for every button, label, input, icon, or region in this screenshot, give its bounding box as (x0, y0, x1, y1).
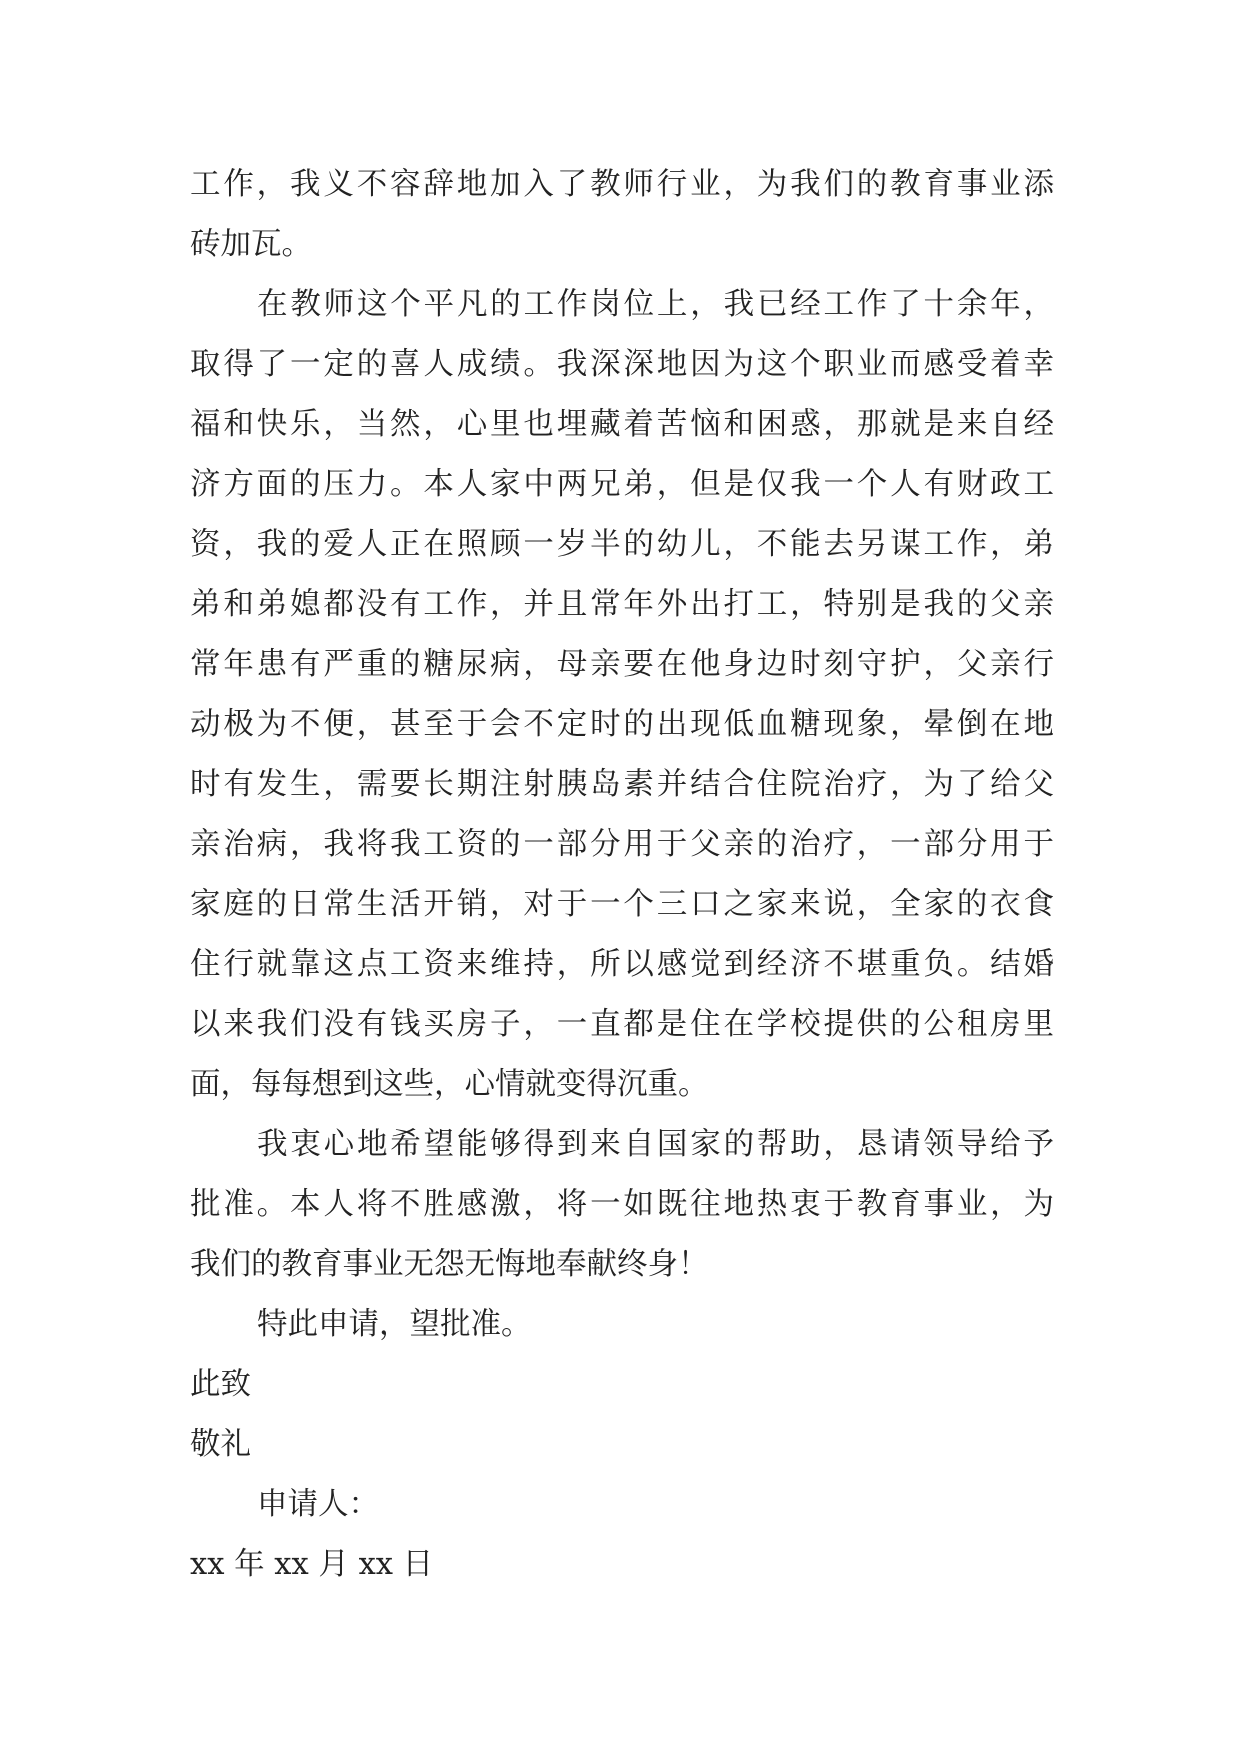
paragraph-2-line-12: 住行就靠这点工资来维持，所以感觉到经济不堪重负。结婚 (190, 947, 1054, 982)
body-line-2: 砖加瓦。 (190, 227, 312, 262)
paragraph-2-line-13: 以来我们没有钱买房子，一直都是住在学校提供的公租房里 (190, 1007, 1054, 1042)
salutation-cizhi: 此致 (190, 1367, 251, 1402)
paragraph-2-line-6: 弟和弟媳都没有工作，并且常年外出打工，特别是我的父亲 (190, 587, 1054, 622)
paragraph-2-line-1: 在教师这个平凡的工作岗位上，我已经工作了十余年， (257, 287, 1054, 322)
paragraph-3-line-1: 我衷心地希望能够得到来自国家的帮助，恳请领导给予 (257, 1127, 1054, 1162)
paragraph-3-line-3: 我们的教育事业无怨无悔地奉献终身！ (190, 1247, 709, 1282)
paragraph-2-line-10: 亲治病，我将我工资的一部分用于父亲的治疗，一部分用于 (190, 827, 1054, 862)
salutation-jingli: 敬礼 (190, 1427, 251, 1462)
paragraph-2-line-14: 面，每每想到这些，心情就变得沉重。 (190, 1067, 709, 1102)
paragraph-2-line-8: 动极为不便，甚至于会不定时的出现低血糖现象，晕倒在地 (190, 707, 1054, 742)
paragraph-2-line-4: 济方面的压力。本人家中两兄弟，但是仅我一个人有财政工 (190, 467, 1054, 502)
paragraph-3-line-2: 批准。本人将不胜感激，将一如既往地热衷于教育事业，为 (190, 1187, 1054, 1222)
paragraph-2-line-9: 时有发生，需要长期注射胰岛素并结合住院治疗，为了给父 (190, 767, 1054, 802)
request-closing: 特此申请，望批准。 (257, 1307, 532, 1342)
paragraph-2-line-2: 取得了一定的喜人成绩。我深深地因为这个职业而感受着幸 (190, 347, 1054, 382)
paragraph-2-line-11: 家庭的日常生活开销，对于一个三口之家来说，全家的衣食 (190, 887, 1054, 922)
body-line-1: 工作，我义不容辞地加入了教师行业，为我们的教育事业添 (190, 167, 1054, 202)
letter-body (190, 155, 1054, 1595)
date-line: xx 年 xx 月 xx 日 (190, 1547, 434, 1582)
paragraph-2-line-3: 福和快乐，当然，心里也埋藏着苦恼和困惑，那就是来自经 (190, 407, 1054, 442)
applicant-label: 申请人： (257, 1487, 379, 1522)
paragraph-2-line-5: 资，我的爱人正在照顾一岁半的幼儿，不能去另谋工作，弟 (190, 527, 1054, 562)
paragraph-2-line-7: 常年患有严重的糖尿病，母亲要在他身边时刻守护，父亲行 (190, 647, 1054, 682)
